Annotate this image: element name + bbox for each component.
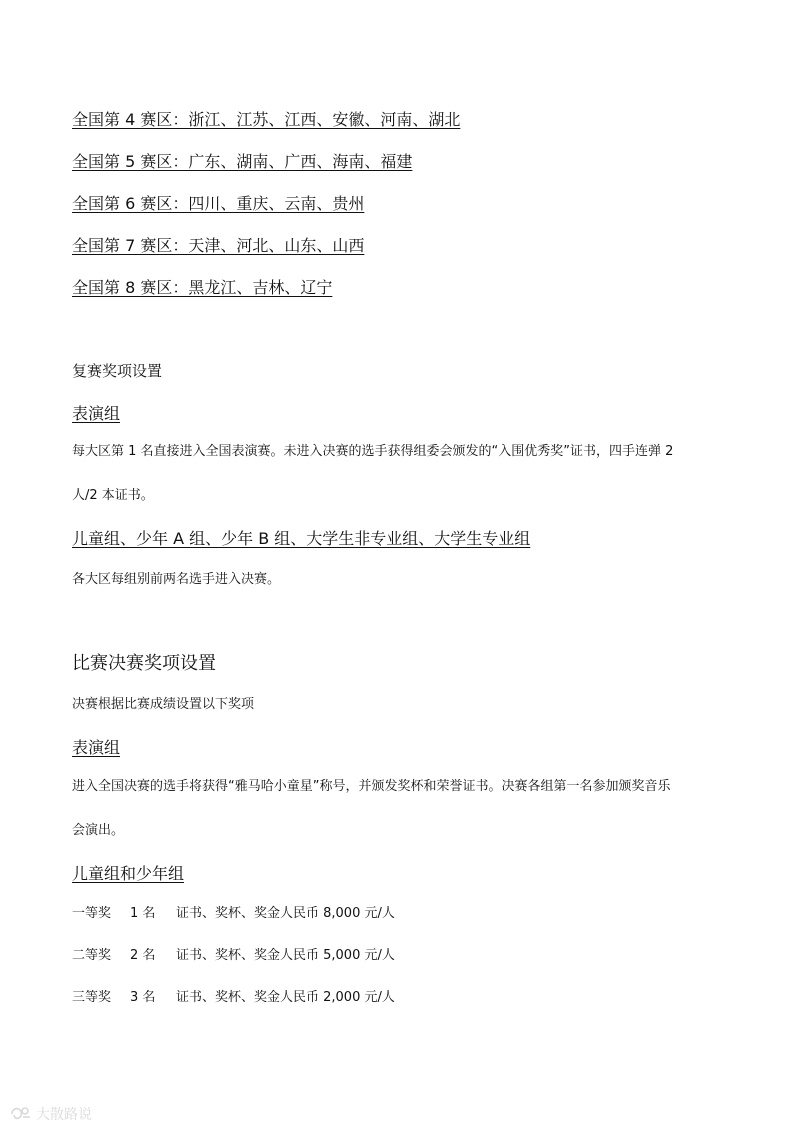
semifinal-heading: 复赛奖项设置 <box>72 362 163 380</box>
region-5: 全国第 5 赛区：广东、湖南、广西、海南、福建 <box>72 152 413 171</box>
prize-row-second <box>72 946 395 966</box>
final-performance-text <box>72 777 732 797</box>
final-performance-line-2: 会演出。 <box>72 823 125 838</box>
prize-row-third <box>72 988 395 1008</box>
semifinal-performance-text-cont <box>72 486 732 506</box>
prize-level: 一等奖 <box>72 906 112 921</box>
final-performance-title: 表演组 <box>72 738 121 757</box>
final-performance-line-1: 进入全国决赛的选手将获得“雅马哈小童星”称号，并颁发奖杯和荣誉证书。决赛各组第一名参加颁奖音乐 <box>72 779 671 794</box>
prize-level: 二等奖 <box>72 948 112 963</box>
final-intro-line: 决赛根据比赛成绩设置以下奖项 <box>72 697 255 712</box>
region-6: 全国第 6 赛区：四川、重庆、云南、贵州 <box>72 194 365 213</box>
watermark-text: 大散路说 <box>36 1107 92 1123</box>
prize-reward: 证书、奖杯、奖金人民币 5,000 元/人 <box>176 948 395 963</box>
final-kids-teen-title: 儿童组和少年组 <box>72 864 185 883</box>
region-7: 全国第 7 赛区：天津、河北、山东、山西 <box>72 236 365 255</box>
final-performance-text-cont <box>72 821 732 841</box>
prize-row-first <box>72 904 395 924</box>
region-8: 全国第 8 赛区：黑龙江、吉林、辽宁 <box>72 278 333 297</box>
prize-reward: 证书、奖杯、奖金人民币 2,000 元/人 <box>176 990 395 1005</box>
semifinal-performance-text <box>72 442 732 462</box>
prize-count: 1 名 <box>130 906 156 921</box>
prize-count: 3 名 <box>130 990 156 1005</box>
semifinal-groups-title: 儿童组、少年 A 组、少年 B 组、大学生非专业组、大学生专业组 <box>72 529 531 548</box>
prize-level: 三等奖 <box>72 990 112 1005</box>
final-intro <box>72 695 732 715</box>
region-4: 全国第 4 赛区：浙江、江苏、江西、安徽、河南、湖北 <box>72 110 461 129</box>
logo-mark-icon <box>10 1105 32 1123</box>
semifinal-performance-line-2: 人/2 本证书。 <box>72 488 154 503</box>
semifinal-performance-title: 表演组 <box>72 404 121 423</box>
prize-count: 2 名 <box>130 948 156 963</box>
watermark <box>10 1104 92 1124</box>
semifinal-groups-text <box>72 570 732 590</box>
semifinal-groups-line: 各大区每组别前两名选手进入决赛。 <box>72 572 281 587</box>
final-heading: 比赛决赛奖项设置 <box>72 653 216 674</box>
semifinal-performance-line-1: 每大区第 1 名直接进入全国表演赛。未进入决赛的选手获得组委会颁发的“入围优秀奖”证书，四手连弹 2 <box>72 444 674 459</box>
prize-reward: 证书、奖杯、奖金人民币 8,000 元/人 <box>176 906 395 921</box>
